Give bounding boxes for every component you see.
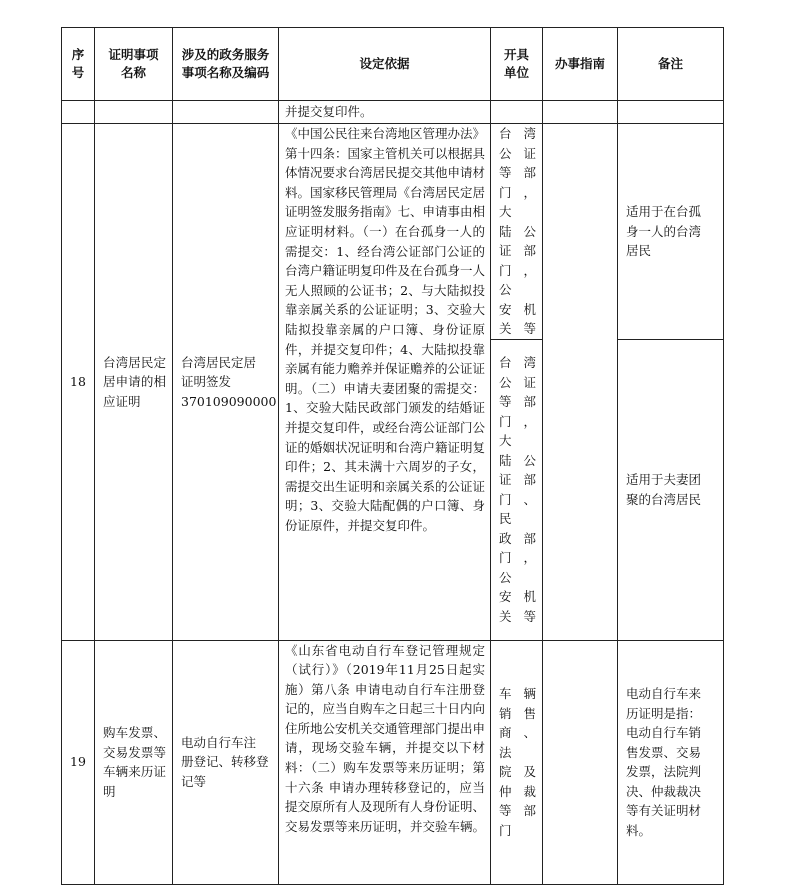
issuer-line: 门 xyxy=(499,822,512,838)
issuer-line: 政部 xyxy=(499,530,536,546)
issuer-line: 陆公 xyxy=(499,223,536,239)
issuer-line: 证部 xyxy=(499,243,536,258)
cont-basis: 并提交复印件。 xyxy=(279,101,491,124)
remark-line: 适用于夫妻团 xyxy=(626,472,702,487)
issuer-line: 安机 xyxy=(499,589,536,604)
issuer-line: 关等 xyxy=(499,321,536,336)
remark-line: 历证明是指： xyxy=(626,705,702,721)
service-line: 台湾居民定居 xyxy=(181,354,257,370)
service-line: 册登记、转移登 xyxy=(181,754,269,770)
row-guide xyxy=(543,124,618,641)
remark-line: 售发票、交易 xyxy=(626,744,702,760)
remark-line: 聚的台湾居民 xyxy=(626,491,702,507)
remark-line: 身一人的台湾 xyxy=(626,223,702,239)
cont-remark xyxy=(618,101,724,124)
remark-line: 电动自行车来 xyxy=(626,686,702,701)
row-service-item xyxy=(173,640,279,884)
issuer-line: 商、法 xyxy=(499,725,536,760)
issuer-line: 公证 xyxy=(499,145,536,161)
header-issuer: 开具单位 xyxy=(491,28,543,101)
row-cert-item: 购车发票、交易发票等车辆来历证明 xyxy=(95,640,173,884)
issuer-line: 等部 xyxy=(499,803,536,818)
row-service-item xyxy=(173,124,279,641)
remark-line: 居民 xyxy=(626,243,652,258)
service-line: 记等 xyxy=(181,773,207,789)
header-guide: 办事指南 xyxy=(543,28,618,101)
header-cert-item: 证明事项名称 xyxy=(95,28,173,101)
row-cert-item: 台湾居民定居申请的相应证明 xyxy=(95,124,173,641)
row-seq: 19 xyxy=(62,640,95,884)
row-remark xyxy=(618,124,724,340)
row-issuer xyxy=(491,640,543,884)
cont-guide xyxy=(543,101,618,124)
issuer-line: 门，大 xyxy=(499,413,536,448)
issuer-line: 证部 xyxy=(499,472,536,487)
issuer-line: 关等 xyxy=(499,608,536,624)
remark-line: 发票，法院判 xyxy=(626,764,702,779)
row-basis: 《中国公民往来台湾地区管理办法》第十四条：国家主管机关可以根据具体情况要求台湾居民提交其他申请材料。国家移民管理局《台湾居民定居证明签发服务指南》七、申请事由相应证明材料。（一）在台孤身一人的需提交：1、经台湾公证部门公证的台湾户籍证明复印件及在台孤身一人无人照顾的公证书；2、与大陆拟投靠亲属关系的公证证明；3、交验大陆拟投靠亲属的户口簿、身份证原件，并提交复印件；4、大陆拟投靠亲属有能力赡养并保证赡养的公证证明。（二）申请夫妻团聚的需提交：1、交验大陆民政部门颁发的结婚证并提交复印件，或经台湾公证部门公证的婚姻状况证明和台湾户籍证明复印件；2、其未满十六周岁的子女，需提交出生证明和亲属关系的公证证明；3、交验大陆配偶的户口簿、身份证原件，并提交复印件。 xyxy=(279,124,491,641)
issuer-line: 等部 xyxy=(499,165,536,180)
issuer-line: 仲裁 xyxy=(499,783,536,799)
remark-line: 等有关证明材 xyxy=(626,803,702,818)
remark-line: 决、仲裁裁决 xyxy=(626,783,702,799)
row-basis: 《山东省电动自行车登记管理规定（试行）》（2019年11月25日起实施）第八条 申请电动自行车注册登记的，应当自购车之日起三十日内向住所地公安机关交通管理部门提出申请，现场交验车辆，并提交以下材料：（二）购车发票等来历证明；第十六条 申请办理转移登记的，应当提交原所有人及现所有人身份证明、交易发票等来历证明，并交验车辆。 xyxy=(279,640,491,884)
row-seq: 18 xyxy=(62,124,95,641)
issuer-line: 车辆 xyxy=(499,686,536,701)
remark-line: 电动自行车销 xyxy=(626,725,702,740)
issuer-line: 门、民 xyxy=(499,491,536,526)
remark-line: 适用于在台孤 xyxy=(626,204,702,219)
issuer-line: 门，公 xyxy=(499,550,536,585)
remark-line: 料。 xyxy=(626,822,652,838)
issuer-line: 陆公 xyxy=(499,452,536,468)
issuer-line: 销售 xyxy=(499,705,536,721)
row-guide xyxy=(543,640,618,884)
issuer-line: 公证 xyxy=(499,374,536,390)
header-basis: 设定依据 xyxy=(279,28,491,101)
cont-seq xyxy=(62,101,95,124)
service-code: 370109090000 xyxy=(181,393,277,409)
issuer-line: 门，公 xyxy=(499,262,536,297)
cont-cert-item xyxy=(95,101,173,124)
row-issuer xyxy=(491,339,543,640)
row-remark xyxy=(618,339,724,640)
issuer-line: 门，大 xyxy=(499,184,536,219)
header-seq: 序号 xyxy=(62,28,95,101)
issuer-line: 安机 xyxy=(499,301,536,317)
table-row xyxy=(62,640,724,884)
certificate-items-table xyxy=(61,27,724,885)
issuer-line: 台湾 xyxy=(499,126,536,141)
header-row xyxy=(62,28,724,101)
row-issuer xyxy=(491,124,543,340)
cont-service-item xyxy=(173,101,279,124)
service-line: 电动自行车注 xyxy=(181,734,257,750)
issuer-line: 院及 xyxy=(499,764,536,779)
row-remark xyxy=(618,640,724,884)
continuation-row xyxy=(62,101,724,124)
header-service-item: 涉及的政务服务事项名称及编码 xyxy=(173,28,279,101)
service-line: 证明签发 xyxy=(181,374,232,389)
header-remark: 备注 xyxy=(618,28,724,101)
cont-issuer xyxy=(491,101,543,124)
issuer-line: 等部 xyxy=(499,394,536,409)
issuer-line: 台湾 xyxy=(499,355,536,370)
table-row xyxy=(62,124,724,340)
